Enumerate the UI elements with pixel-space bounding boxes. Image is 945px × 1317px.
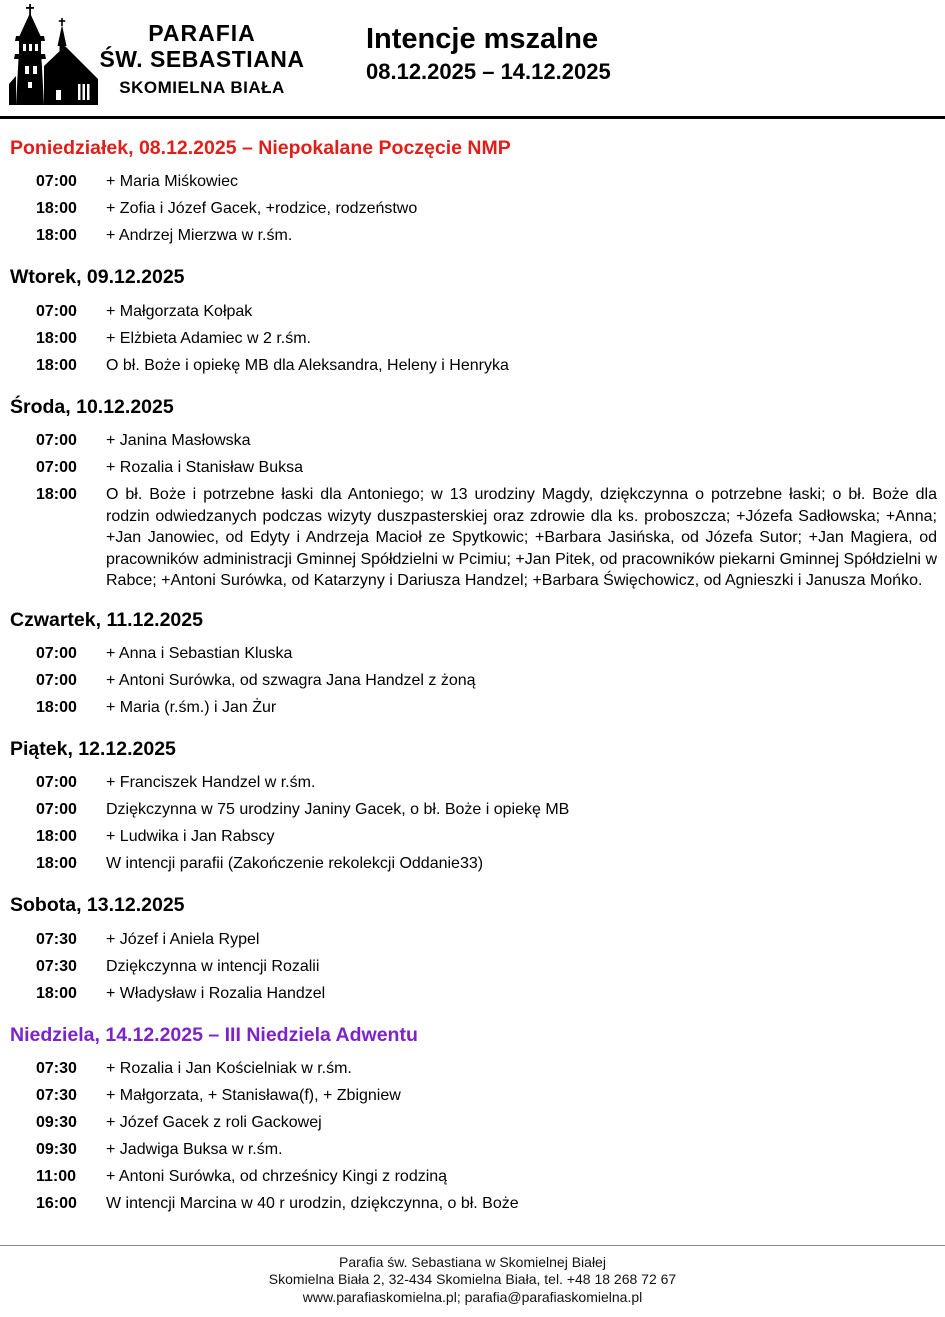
parish-name-line1: PARAFIA <box>148 20 256 46</box>
mass-intentions-list <box>0 119 945 1217</box>
footer-web-email: www.parafiaskomielna.pl; parafia@parafiaskomielna.pl <box>302 1288 643 1305</box>
mass-intention: Dziękczynna w intencji Rozalii <box>106 957 320 975</box>
mass-time: 07:30 <box>36 930 77 948</box>
mass-intention: + Maria (r.śm.) i Jan Żur <box>106 699 277 717</box>
day-heading: Sobota, 13.12.2025 <box>10 894 185 917</box>
document-title-block <box>366 24 611 85</box>
mass-intention: + Janina Masłowska <box>106 432 251 450</box>
mass-row <box>10 694 937 721</box>
mass-intention: W intencji Marcina w 40 r urodzin, dziękczynna, o bł. Boże <box>106 1195 519 1213</box>
day-section <box>10 738 937 877</box>
mass-time: 11:00 <box>36 1168 77 1186</box>
mass-intention: + Rozalia i Jan Kościelniak w r.śm. <box>106 1060 352 1078</box>
mass-intention: + Andrzej Mierzwa w r.śm. <box>106 227 293 245</box>
day-heading: Wtorek, 09.12.2025 <box>10 266 185 289</box>
mass-row <box>10 823 937 850</box>
mass-time: 07:00 <box>36 173 77 191</box>
day-section <box>10 894 937 1006</box>
mass-time: 18:00 <box>36 356 77 374</box>
mass-intention: + Maria Miśkowiec <box>106 173 239 191</box>
page-title: Intencje mszalne <box>366 23 599 55</box>
footer-parish-name: Parafia św. Sebastiana w Skomielnej Białej <box>339 1253 606 1270</box>
day-section <box>10 1024 937 1217</box>
mass-row <box>10 769 937 796</box>
parish-name-line2: ŚW. SEBASTIANA <box>99 46 305 73</box>
day-heading: Środa, 10.12.2025 <box>10 395 174 418</box>
mass-time: 18:00 <box>36 486 77 504</box>
mass-intention: O bł. Boże i opiekę MB dla Aleksandra, Heleny i Henryka <box>106 356 509 374</box>
mass-time: 07:00 <box>36 302 77 320</box>
mass-row <box>10 352 937 379</box>
mass-time: 18:00 <box>36 699 77 717</box>
mass-row <box>10 1055 937 1082</box>
mass-intention: + Anna i Sebastian Kluska <box>106 645 293 663</box>
mass-time: 18:00 <box>36 855 77 873</box>
mass-row <box>10 427 937 454</box>
mass-row <box>10 1082 937 1109</box>
mass-time: 07:30 <box>36 1087 77 1105</box>
mass-time: 09:30 <box>36 1114 77 1132</box>
mass-intention: + Jadwiga Buksa w r.śm. <box>106 1141 283 1159</box>
mass-time: 18:00 <box>36 828 77 846</box>
mass-time: 07:00 <box>36 672 77 690</box>
mass-row <box>10 325 937 352</box>
mass-row <box>10 796 937 823</box>
mass-row <box>10 168 937 195</box>
day-heading: Poniedziałek, 08.12.2025 – Niepokalane Poczęcie NMP <box>10 137 511 159</box>
mass-time: 07:00 <box>36 432 77 450</box>
mass-time: 07:00 <box>36 459 77 477</box>
mass-intention: + Elżbieta Adamiec w 2 r.śm. <box>106 329 311 347</box>
mass-intention: + Franciszek Handzel w r.śm. <box>106 774 316 792</box>
mass-row <box>10 195 937 222</box>
mass-intention: + Władysław i Rozalia Handzel <box>106 984 326 1002</box>
mass-time: 07:00 <box>36 801 77 819</box>
mass-row <box>10 222 937 249</box>
mass-row <box>10 667 937 694</box>
mass-time: 07:00 <box>36 774 77 792</box>
mass-intention: + Ludwika i Jan Rabscy <box>106 828 275 846</box>
mass-row <box>10 980 937 1007</box>
day-heading: Niedziela, 14.12.2025 – III Niedziela Adwentu <box>10 1023 418 1046</box>
mass-intention: + Józef i Aniela Rypel <box>106 930 260 948</box>
day-section <box>10 396 937 592</box>
mass-time: 18:00 <box>36 227 77 245</box>
mass-intention: Dziękczynna w 75 urodziny Janiny Gacek, o bł. Boże i opiekę MB <box>106 801 570 819</box>
mass-time: 07:00 <box>36 645 77 663</box>
day-section <box>10 609 937 721</box>
day-section <box>10 266 937 378</box>
mass-intention: + Antoni Surówka, od chrześnicy Kingi z rodziną <box>106 1168 448 1186</box>
mass-intention: + Małgorzata Kołpak <box>106 302 253 320</box>
mass-row <box>10 1136 937 1163</box>
mass-time: 16:00 <box>36 1195 77 1213</box>
mass-time: 18:00 <box>36 329 77 347</box>
mass-time: 07:30 <box>36 957 77 975</box>
parish-locality: SKOMIELNA BIAŁA <box>119 77 285 97</box>
mass-time: 18:00 <box>36 200 77 218</box>
mass-row <box>10 1190 937 1217</box>
date-range: 08.12.2025 – 14.12.2025 <box>366 58 611 84</box>
mass-row <box>10 640 937 667</box>
mass-intention: O bł. Boże i potrzebne łaski dla Antoniego; w 13 urodziny Magdy, dziękczynna o potrzebne łaski; o bł. Boże dla rodzin odwiedzanych podczas wizyty duszpasterskiej oraz zdrowie dla ks. proboszcza; +Józefa Sadłowska; +Anna; +Jan Janowiec, od Edyty i Andrzeja Macioł ze Spytkowic; +Barbara Jasińska, od Józefa Sutor; +Jan Magiera, od pracowników administracji Gminnej Spółdzielni w Pcimiu; +Jan Pitek, od pracowników piekarni Gminnej Spółdzielni w Rabce; +Antoni Surówka, od Katarzyny i Dariusza Handzel; +Barbara Święchowicz, od Agnieszki i Janusza Mońko. <box>106 486 937 590</box>
mass-time: 09:30 <box>36 1141 77 1159</box>
mass-row <box>10 1109 937 1136</box>
day-heading: Czwartek, 11.12.2025 <box>10 608 203 631</box>
mass-intention: + Antoni Surówka, od szwagra Jana Handzel z żoną <box>106 672 476 690</box>
mass-intention: + Zofia i Józef Gacek, +rodzice, rodzeństwo <box>106 200 418 218</box>
parish-name-block <box>98 20 306 97</box>
mass-row <box>10 926 937 953</box>
church-silhouette-icon <box>8 4 98 108</box>
mass-row <box>10 850 937 877</box>
mass-row <box>10 298 937 325</box>
mass-intention: W intencji parafii (Zakończenie rekolekcji Oddanie33) <box>106 855 484 873</box>
footer <box>0 1245 945 1317</box>
mass-row <box>10 484 937 592</box>
footer-address-phone: Skomielna Biała 2, 32-434 Skomielna Biała, tel. +48 18 268 72 67 <box>268 1271 677 1287</box>
mass-row <box>10 1163 937 1190</box>
mass-intention: + Małgorzata, + Stanisława(f), + Zbigniew <box>106 1087 401 1105</box>
mass-row <box>10 454 937 481</box>
mass-time: 07:30 <box>36 1060 77 1078</box>
mass-intention: + Rozalia i Stanisław Buksa <box>106 459 303 477</box>
day-heading: Piątek, 12.12.2025 <box>10 738 176 761</box>
mass-intention: + Józef Gacek z roli Gackowej <box>106 1114 322 1132</box>
mass-time: 18:00 <box>36 984 77 1002</box>
header <box>0 0 945 116</box>
day-section <box>10 137 937 249</box>
mass-row <box>10 953 937 980</box>
